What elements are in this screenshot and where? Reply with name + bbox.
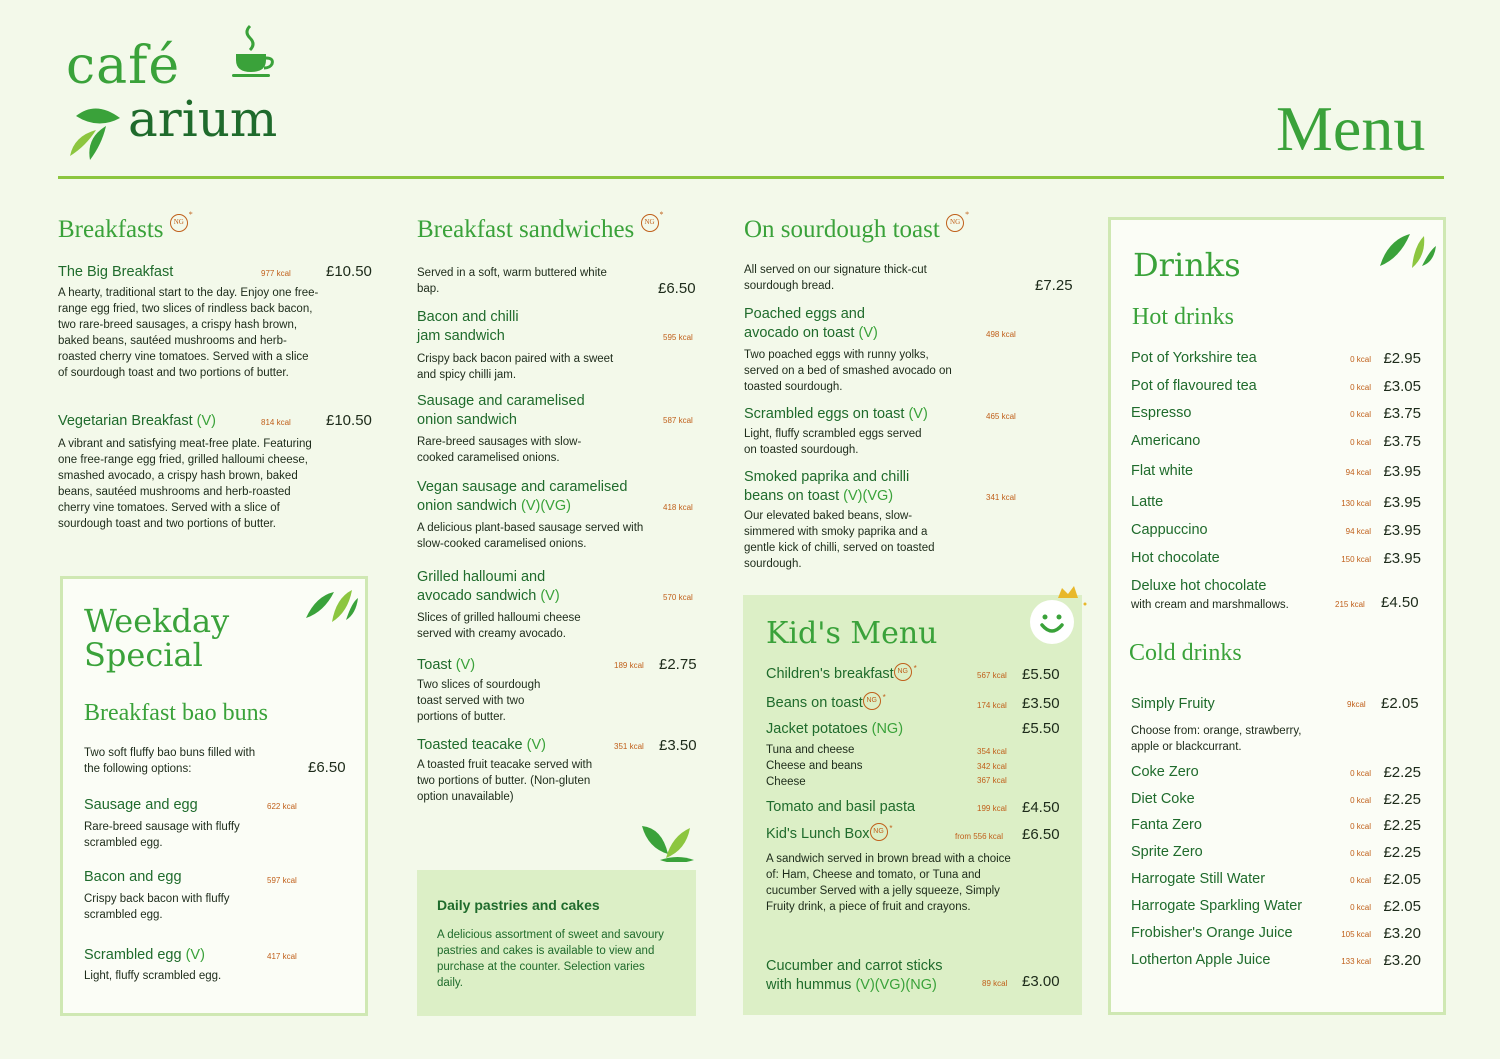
sandwich-name: Bacon and chilli jam sandwich — [417, 309, 519, 344]
drink-name: Coke Zero — [1131, 764, 1199, 780]
leaf-icon — [640, 818, 698, 862]
bao-item-name: Bacon and egg — [84, 869, 182, 885]
drink-kcal: 0 kcal — [1350, 903, 1371, 912]
drink-name: Lotherton Apple Juice — [1131, 952, 1271, 968]
item-kcal: 814 kcal — [261, 418, 291, 427]
drink-row — [1131, 925, 1421, 945]
item-big-breakfast-name: The Big Breakfast — [58, 264, 174, 280]
logo — [62, 22, 352, 162]
drink-kcal: 0 kcal — [1350, 849, 1371, 858]
drink-row — [1131, 463, 1421, 483]
drink-row — [1131, 898, 1421, 918]
sourdough-intro: All served on our signature thick-cut sourdough bread. — [744, 264, 927, 292]
breakfasts-title: Breakfasts NG * — [58, 210, 193, 243]
item-kcal: 354 kcal — [977, 747, 1007, 756]
item-kcal: 417 kcal — [267, 952, 297, 961]
teacake-name: Toasted teacake (V) — [417, 737, 546, 753]
drink-row — [1131, 764, 1421, 784]
drink-name: Flat white — [1131, 463, 1194, 479]
drink-kcal: 0 kcal — [1350, 769, 1371, 778]
drink-name: Pot of Yorkshire tea — [1131, 350, 1257, 366]
logo-cafe-text: café — [66, 36, 181, 96]
drink-kcal: 105 kcal — [1341, 930, 1371, 939]
toast-name: Toast (V) — [417, 657, 476, 673]
logo-arium-text: arium — [128, 90, 278, 148]
item-kcal: 9kcal — [1347, 700, 1366, 709]
drink-kcal: 94 kcal — [1345, 468, 1371, 477]
item-kcal: from 556 kcal — [955, 832, 1004, 841]
item-kcal: 597 kcal — [267, 876, 297, 885]
item-description: Crispy back bacon with fluffy scrambled egg. — [84, 893, 230, 921]
item-price: £5.50 — [1022, 666, 1060, 683]
drink-price: £2.25 — [1383, 791, 1421, 808]
kids-item-name: Tomato and basil pasta — [766, 799, 916, 815]
drink-row — [1131, 952, 1421, 972]
drink-row — [1131, 378, 1421, 398]
sandwiches-intro: Served in a soft, warm buttered white bap. — [417, 267, 607, 295]
drink-name: Americano — [1131, 433, 1201, 449]
drink-price: £2.05 — [1383, 898, 1421, 915]
drink-name: Hot chocolate — [1131, 550, 1220, 566]
item-price: £3.50 — [1022, 695, 1060, 712]
item-description: A hearty, traditional start to the day. Enjoy one free-range egg fried, two slices of rindless back bacon, two rare-breed sausages, a crispy hash brown, baked beans, sautéed mushrooms and herb-roasted cherry vine tomatoes. Served with a slice of sourdough toast and two portions of butter. — [58, 287, 319, 379]
drink-kcal: 0 kcal — [1350, 876, 1371, 885]
item-description: Our elevated baked beans, slow-simmered with smoky paprika and a gentle kick of chilli, served on toasted sourdough. — [744, 510, 935, 570]
drink-name: Frobisher's Orange Juice — [1131, 925, 1293, 941]
item-kcal: 189 kcal — [614, 661, 644, 670]
kids-item-name: Kid's Lunch Box NG * — [766, 824, 893, 842]
simply-fruity-description: Choose from: orange, strawberry, apple or blackcurrant. — [1131, 725, 1302, 753]
item-price: £6.50 — [1022, 826, 1060, 843]
drink-kcal: 130 kcal — [1341, 499, 1371, 508]
item-kcal: 567 kcal — [977, 671, 1007, 680]
item-description: Rare-breed sausage with fluffy scrambled egg. — [84, 821, 240, 849]
sandwich-name: Sausage and caramelised onion sandwich — [417, 393, 585, 428]
drink-row — [1131, 405, 1421, 425]
item-kcal: 977 kcal — [261, 269, 291, 278]
item-kcal: 595 kcal — [663, 333, 693, 342]
sandwich-name: Grilled halloumi and avocado sandwich (V) — [417, 569, 560, 604]
kids-item-name: Beans on toast NG * — [766, 693, 886, 711]
item-kcal: 418 kcal — [663, 503, 693, 512]
kids-item-name: Children's breakfast NG * — [766, 664, 917, 682]
ng-badge: NG * — [641, 216, 659, 244]
hot-drinks-title: Hot drinks — [1132, 304, 1234, 330]
drink-row — [1131, 817, 1421, 837]
item-kcal: 587 kcal — [663, 416, 693, 425]
drinks-box — [1108, 217, 1446, 1015]
drink-row — [1131, 844, 1421, 864]
item-vegetarian-breakfast-name: Vegetarian Breakfast (V) — [58, 413, 216, 429]
drink-kcal: 0 kcal — [1350, 822, 1371, 831]
item-kcal: 342 kcal — [977, 762, 1007, 771]
bao-item-name: Sausage and egg — [84, 797, 198, 813]
drink-row — [1131, 494, 1421, 514]
drink-name: Harrogate Sparkling Water — [1131, 898, 1303, 914]
item-price: £5.50 — [1022, 720, 1060, 737]
item-kcal: 367 kcal — [977, 776, 1007, 785]
drink-price: £3.75 — [1383, 405, 1421, 422]
leaf-icon — [1378, 226, 1438, 270]
drink-kcal: 133 kcal — [1341, 957, 1371, 966]
item-price: £10.50 — [326, 412, 372, 429]
item-kcal: 570 kcal — [663, 593, 693, 602]
deluxe-subtitle: with cream and marshmallows. — [1131, 599, 1289, 611]
item-description: Light, fluffy scrambled egg. — [84, 970, 222, 982]
drink-row — [1131, 433, 1421, 453]
sandwiches-price: £6.50 — [658, 280, 696, 297]
drink-row — [1131, 550, 1421, 570]
sourdough-title: On sourdough toast NG * — [744, 210, 970, 243]
drink-kcal: 150 kcal — [1341, 555, 1371, 564]
pastries-description: A delicious assortment of sweet and savoury pastries and cakes is available to view and purchase at the counter. Selection varies daily. — [437, 929, 664, 989]
bao-price: £6.50 — [308, 759, 346, 776]
lunchbox-description: A sandwich served in brown bread with a choice of: Ham, Cheese and tomato, or Tuna and cucumber Served with a jelly squeeze, Simply Fruity drink, a piece of fruit and crayons. — [766, 853, 1011, 913]
drink-name: Espresso — [1131, 405, 1192, 421]
item-kcal: 622 kcal — [267, 802, 297, 811]
toast-item-name: Smoked paprika and chilli beans on toast (V)(VG) — [744, 469, 910, 504]
drink-name: Harrogate Still Water — [1131, 871, 1266, 887]
drink-price: £2.05 — [1383, 871, 1421, 888]
drink-name: Cappuccino — [1131, 522, 1208, 538]
drink-price: £2.25 — [1383, 817, 1421, 834]
drink-name: Fanta Zero — [1131, 817, 1202, 833]
drink-row — [1131, 522, 1421, 542]
weekday-special-title: Weekday Special — [84, 602, 230, 674]
drink-kcal: 0 kcal — [1350, 410, 1371, 419]
item-description: Rare-breed sausages with slow-cooked caramelised onions. — [417, 436, 582, 464]
ng-badge: NG * — [946, 216, 964, 244]
simply-fruity-name: Simply Fruity — [1131, 696, 1215, 712]
leaf-logo-icon — [66, 96, 136, 162]
drink-row — [1131, 350, 1421, 370]
item-kcal: 199 kcal — [977, 804, 1007, 813]
item-kcal: 465 kcal — [986, 412, 1016, 421]
item-description: A toasted fruit teacake served with two portions of butter. (Non-gluten option unavailable) — [417, 759, 593, 803]
drink-name: Pot of flavoured tea — [1131, 378, 1257, 394]
kids-item-name: Jacket potatoes (NG) — [766, 721, 904, 737]
item-kcal: 89 kcal — [982, 979, 1008, 988]
item-price: £3.00 — [1022, 973, 1060, 990]
pastries-title: Daily pastries and cakes — [437, 897, 600, 913]
drink-price: £3.95 — [1383, 550, 1421, 567]
deluxe-name: Deluxe hot chocolate — [1131, 578, 1267, 594]
coffee-cup-icon — [222, 22, 282, 82]
drink-name: Latte — [1131, 494, 1164, 510]
item-price: £10.50 — [326, 263, 372, 280]
kids-item-name: Cucumber and carrot sticks with hummus (V)(VG)(NG) — [766, 958, 943, 993]
drink-row — [1131, 791, 1421, 811]
drink-kcal: 0 kcal — [1350, 796, 1371, 805]
drink-name: Sprite Zero — [1131, 844, 1203, 860]
smiley-crown-icon — [1024, 584, 1090, 646]
header-divider — [58, 176, 1444, 179]
drink-row — [1131, 871, 1421, 891]
item-kcal: 174 kcal — [977, 701, 1007, 710]
sourdough-price: £7.25 — [1035, 277, 1073, 294]
potato-option: Cheese — [766, 776, 806, 788]
item-price: £2.05 — [1381, 695, 1419, 712]
drink-price: £3.95 — [1383, 522, 1421, 539]
sandwiches-title: Breakfast sandwiches NG * — [417, 210, 664, 243]
potato-option: Tuna and cheese — [766, 744, 855, 756]
item-price: £4.50 — [1022, 799, 1060, 816]
item-kcal: 215 kcal — [1335, 600, 1365, 609]
ng-badge: NG * — [170, 216, 188, 244]
ng-badge: NG * — [863, 694, 881, 713]
drink-price: £3.95 — [1383, 463, 1421, 480]
drink-price: £3.95 — [1383, 494, 1421, 511]
item-description: Two slices of sourdough toast served with two portions of butter. — [417, 679, 541, 723]
item-description: Slices of grilled halloumi cheese served with creamy avocado. — [417, 612, 581, 640]
item-description: Two poached eggs with runny yolks, served on a bed of smashed avocado on toasted sourdough. — [744, 349, 952, 393]
bao-intro: Two soft fluffy bao buns filled with the following options: — [84, 747, 256, 775]
drink-kcal: 0 kcal — [1350, 355, 1371, 364]
item-price: £2.75 — [659, 656, 697, 673]
drink-name: Diet Coke — [1131, 791, 1195, 807]
sandwich-name: Vegan sausage and caramelised onion sandwich (V)(VG) — [417, 479, 628, 514]
toast-item-name: Poached eggs and avocado on toast (V) — [744, 306, 878, 341]
kids-menu-title: Kid's Menu — [766, 616, 938, 651]
drinks-title: Drinks — [1133, 246, 1241, 284]
item-kcal: 498 kcal — [986, 330, 1016, 339]
drink-price: £2.25 — [1383, 844, 1421, 861]
item-kcal: 351 kcal — [614, 742, 644, 751]
item-price: £3.50 — [659, 737, 697, 754]
drink-price: £3.20 — [1383, 925, 1421, 942]
drink-price: £2.25 — [1383, 764, 1421, 781]
drink-price: £3.20 — [1383, 952, 1421, 969]
ng-badge: NG * — [870, 825, 888, 844]
leaf-icon — [302, 584, 360, 624]
drink-price: £2.95 — [1383, 350, 1421, 367]
toast-item-name: Scrambled eggs on toast (V) — [744, 406, 928, 422]
item-description: A delicious plant-based sausage served with slow-cooked caramelised onions. — [417, 522, 644, 550]
bao-buns-title: Breakfast bao buns — [84, 700, 268, 726]
page-title: Menu — [1276, 93, 1426, 164]
bao-item-name: Scrambled egg (V) — [84, 947, 205, 963]
item-description: A vibrant and satisfying meat-free plate. Featuring one free-range egg fried, grilled halloumi cheese, smashed avocado, a crispy hash brown, baked beans, sautéed mushrooms and herb-roasted cherry vine tomatoes. Served with a slice of sourdough toast and two portions of butter. — [58, 438, 312, 530]
drink-price: £3.75 — [1383, 433, 1421, 450]
item-kcal: 341 kcal — [986, 493, 1016, 502]
drink-kcal: 0 kcal — [1350, 438, 1371, 447]
item-description: Crispy back bacon paired with a sweet and spicy chilli jam. — [417, 353, 614, 381]
drink-kcal: 0 kcal — [1350, 383, 1371, 392]
drink-kcal: 94 kcal — [1345, 527, 1371, 536]
item-description: Light, fluffy scrambled eggs served on toasted sourdough. — [744, 428, 922, 456]
ng-badge: NG * — [894, 665, 912, 684]
cold-drinks-title: Cold drinks — [1129, 640, 1242, 666]
potato-option: Cheese and beans — [766, 760, 863, 772]
drink-price: £3.05 — [1383, 378, 1421, 395]
item-price: £4.50 — [1381, 594, 1419, 611]
